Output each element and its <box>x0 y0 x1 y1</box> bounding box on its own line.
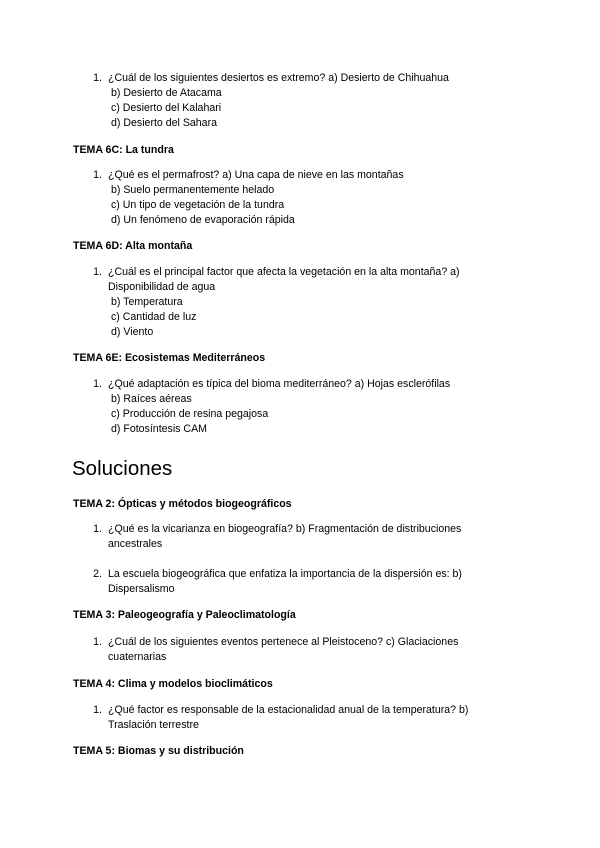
answer-option-c: c) Producción de resina pegajosa <box>111 408 269 420</box>
question-number: 1. <box>93 378 102 390</box>
section-heading-tema-2: TEMA 2: Ópticas y métodos biogeográficos <box>73 498 292 510</box>
solution-text: ¿Qué factor es responsable de la estacionalidad anual de la temperatura? b) Traslación terrestre <box>108 704 469 731</box>
section-heading-tema-4: TEMA 4: Clima y modelos bioclimáticos <box>73 678 273 690</box>
answer-option-c: c) Un tipo de vegetación de la tundra <box>111 199 285 211</box>
answer-option-b: b) Suelo permanentemente helado <box>111 184 275 196</box>
question-number: 1. <box>93 266 102 278</box>
solution-text: ¿Qué es la vicarianza en biogeografía? b) Fragmentación de distribuciones ancestrales <box>108 523 462 550</box>
solution-text: ¿Cuál de los siguientes eventos pertenece al Pleistoceno? c) Glaciaciones cuaternarias <box>108 636 459 663</box>
section-heading-tema-5: TEMA 5: Biomas y su distribución <box>73 745 244 757</box>
question-number: 1. <box>93 523 102 535</box>
solution-text: La escuela biogeográfica que enfatiza la importancia de la dispersión es: b) Dispersalismo <box>108 568 462 595</box>
question-number: 1. <box>93 704 102 716</box>
question-stem: ¿Qué adaptación es típica del bioma mediterráneo? a) Hojas esclerófilas <box>108 378 451 390</box>
question-number: 1. <box>93 636 102 648</box>
question-stem: ¿Cuál de los siguientes desiertos es extremo? a) Desierto de Chihuahua <box>108 72 449 84</box>
answer-option-b: b) Temperatura <box>111 296 183 308</box>
answer-option-c: c) Desierto del Kalahari <box>111 102 222 114</box>
question-number: 1. <box>93 72 102 84</box>
solutions-title: Soluciones <box>72 457 173 480</box>
section-heading-tema-6d: TEMA 6D: Alta montaña <box>73 240 193 252</box>
answer-option-d: d) Viento <box>111 326 154 338</box>
answer-option-b: b) Raíces aéreas <box>111 393 192 405</box>
question-stem: ¿Cuál es el principal factor que afecta la vegetación en la alta montaña? a) Disponibilidad de agua <box>108 266 460 293</box>
question-number: 2. <box>93 568 102 580</box>
question-number: 1. <box>93 169 102 181</box>
section-heading-tema-3: TEMA 3: Paleogeografía y Paleoclimatología <box>73 609 296 621</box>
section-heading-tema-6e: TEMA 6E: Ecosistemas Mediterráneos <box>73 352 266 364</box>
section-heading-tema-6c: TEMA 6C: La tundra <box>73 144 174 156</box>
answer-option-d: d) Desierto del Sahara <box>111 117 217 129</box>
answer-option-d: d) Un fenómeno de evaporación rápida <box>111 214 295 226</box>
answer-option-c: c) Cantidad de luz <box>111 311 197 323</box>
question-stem: ¿Qué es el permafrost? a) Una capa de nieve en las montañas <box>108 169 404 181</box>
answer-option-b: b) Desierto de Atacama <box>111 87 222 99</box>
answer-option-d: d) Fotosíntesis CAM <box>111 423 207 435</box>
